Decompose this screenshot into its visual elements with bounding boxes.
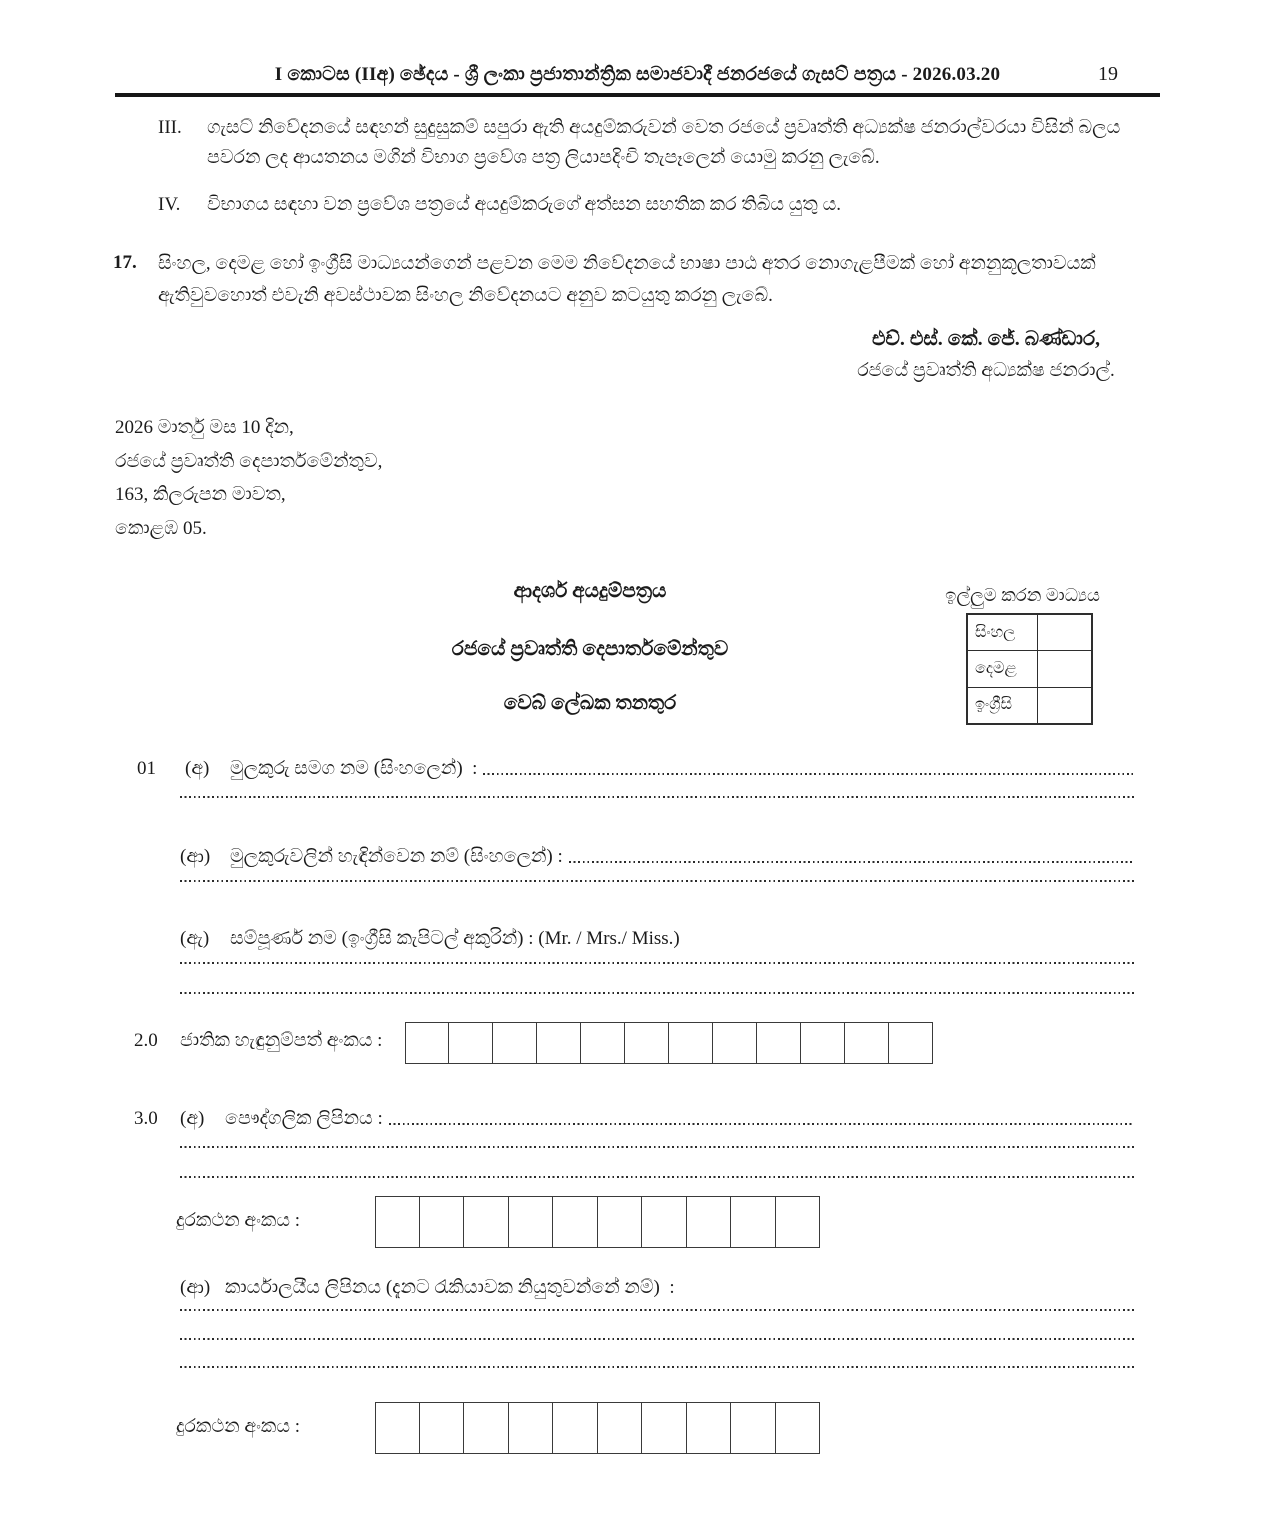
sub-label: (අ) [185,758,210,779]
field-full-name [180,928,1135,950]
entry-box [801,1022,845,1064]
entry-box [553,1196,598,1248]
medium-label: සිංහල [968,615,1038,650]
medium-row-tamil [968,650,1091,686]
entry-box [464,1196,509,1248]
entry-box [889,1022,933,1064]
department-line: රජයේ ප්‍රවෘත්ති දෙපාර්තමේන්තුව, [115,450,383,472]
entry-box [845,1022,889,1064]
item-numeral: III. [158,117,182,138]
field-names-denoted [180,846,1135,868]
entry-box [493,1022,537,1064]
medium-table [966,613,1093,725]
entry-box [375,1402,420,1454]
sub-label: (ඇ) [180,928,210,949]
entry-box [687,1402,732,1454]
phone-number-boxes [375,1196,820,1248]
phone-number-label: දුරකථන අංකය : [176,1210,301,1231]
fill-in-line [180,1146,1135,1148]
entry-box [509,1196,554,1248]
date-line: 2026 මාර්තු මස 10 දින, [115,417,294,438]
field-office-address [180,1277,1135,1299]
field-label: මුලකුරුවලින් හැඳින්වෙන නම් (සිංහලෙන්) : [230,846,563,867]
header-divider [115,93,1160,97]
entry-box [731,1402,776,1454]
fill-in-line [180,962,1135,964]
entry-box [537,1022,581,1064]
fill-in-line [180,1309,1135,1311]
signature-block [830,328,1142,382]
fill-in-dots [569,861,1133,863]
entry-box [687,1196,732,1248]
entry-box [642,1196,687,1248]
entry-box [757,1022,801,1064]
entry-box [375,1196,420,1248]
field-label: මුලකුරු සමග නම (සිංහලෙන්) : [230,758,478,779]
entry-box [625,1022,669,1064]
nic-number-boxes [405,1022,933,1064]
field-name-with-initials [137,758,1135,780]
phone-number-label: දුරකථන අංකය : [176,1416,301,1437]
fill-in-line [180,1338,1135,1340]
entry-box [598,1196,643,1248]
entry-box [776,1402,821,1454]
entry-box [449,1022,493,1064]
page-number: 19 [1098,63,1118,85]
item-text: ගැසට් නිවේදනයේ සඳහන් සුදුසුකම් සපුරා ඇති අයදුම්කරුවන් වෙත රජයේ ප්‍රවෘත්ති අධ්‍යක්ෂ ජනරාල්වරයා විසින් බලය පවරන ලද ආයතනය මගින් විභාග ප්‍රවේශ පත්‍ර ලියාපදිංචි තැපෑලෙන් යොමු කරනු ලැබේ. [207,117,1121,168]
field-label: ජාතික හැඳුනුම්පත් අංකය : [180,1030,383,1051]
phone-number-boxes [375,1402,820,1454]
medium-label: දෙමළ [968,651,1038,686]
sub-label: (අ) [180,1108,205,1129]
field-label: කාර්යාලයීය ලිපිනය (දැනට රැකියාවක නියුතුවන්නේ නම්) : [225,1277,675,1298]
field-label: පෞද්ගලික ලිපිනය : [225,1108,383,1129]
fill-in-line [180,1176,1135,1178]
entry-box [731,1196,776,1248]
entry-box [713,1022,757,1064]
form-title-post: වෙබ් ලේඛක තනතුර [503,692,677,714]
field-nic-number [134,1030,404,1052]
medium-tick-cell [1038,615,1091,650]
fill-in-line [180,880,1135,882]
fill-in-line [180,992,1135,994]
fill-in-line [180,1366,1135,1368]
question-number: 01 [137,758,156,779]
entry-box [420,1196,465,1248]
sub-label: (ආ) [180,846,211,867]
entry-box [405,1022,449,1064]
signatory-name: එච්. එස්. කේ. ජේ. බණ්ඩාර, [871,328,1101,350]
medium-tick-cell [1038,688,1091,723]
page-title: I කොටස (IIඅ) ඡේදය - ශ්‍රී ලංකා ප්‍රජාතාන්ත්‍රික සමාජවාදී ජනරජයේ ගැසට් පත්‍රය - 2026.03.20 [274,64,1001,85]
date-address-block [115,411,382,545]
entry-box [464,1402,509,1454]
clause-text: සිංහල, දෙමළ හෝ ඉංග්‍රීසි මාධ්‍යයන්ගෙන් පළවන මෙම නිවේදනයේ භාෂා පාඨ අතර නොගැළපීමක් හෝ අනනුකූලතාවයක් ඇතිවුවහොත් එවැනි අවස්ථාවක සිංහල නිවේදනයට අනුව කටයුතු කරනු ලැබේ. [158,253,1096,306]
form-title-department: රජයේ ප්‍රවෘත්ති දෙපාර්තමේන්තුව [451,638,729,660]
signatory-title: රජයේ ප්‍රවෘත්ති අධ්‍යක්ෂ ජනරාල්. [857,360,1115,381]
entry-box [509,1402,554,1454]
fill-in-dots [389,1123,1133,1125]
form-title-main: ආදර්ශ අයදුම්පත්‍රය [513,580,667,602]
entry-box [642,1402,687,1454]
entry-box [776,1196,821,1248]
item-text: විභාගය සඳහා වන ප්‍රවේශ පත්‍රයේ අයදුම්කරුගේ අත්සන සහතික කර තිබිය යුතු ය. [207,194,842,215]
medium-row-english [968,687,1091,723]
city-line: කොළඹ 05. [115,517,207,539]
question-number: 3.0 [134,1108,158,1129]
entry-box [581,1022,625,1064]
question-number: 2.0 [134,1030,158,1051]
field-personal-address [134,1108,1135,1130]
medium-row-sinhala [968,615,1091,650]
item-numeral: IV. [158,194,181,215]
medium-tick-cell [1038,651,1091,686]
entry-box [598,1402,643,1454]
street-line: 163, කිලරුපන මාවත, [115,484,286,505]
fill-in-dots [483,773,1133,775]
entry-box [669,1022,713,1064]
sub-label: (ආ) [180,1277,211,1298]
field-label: සම්පූර්ණ නම (ඉංග්‍රීසි කැපිටල් අකුරින්) : (Mr. / Mrs./ Miss.) [230,928,680,949]
entry-box [420,1402,465,1454]
medium-table-heading: ඉල්ලුම කරන මාධ්‍යය [945,585,1100,605]
entry-box [553,1402,598,1454]
medium-label: ඉංග්‍රීසි [968,688,1038,723]
clause-number: 17. [113,252,137,273]
fill-in-line [180,796,1135,798]
